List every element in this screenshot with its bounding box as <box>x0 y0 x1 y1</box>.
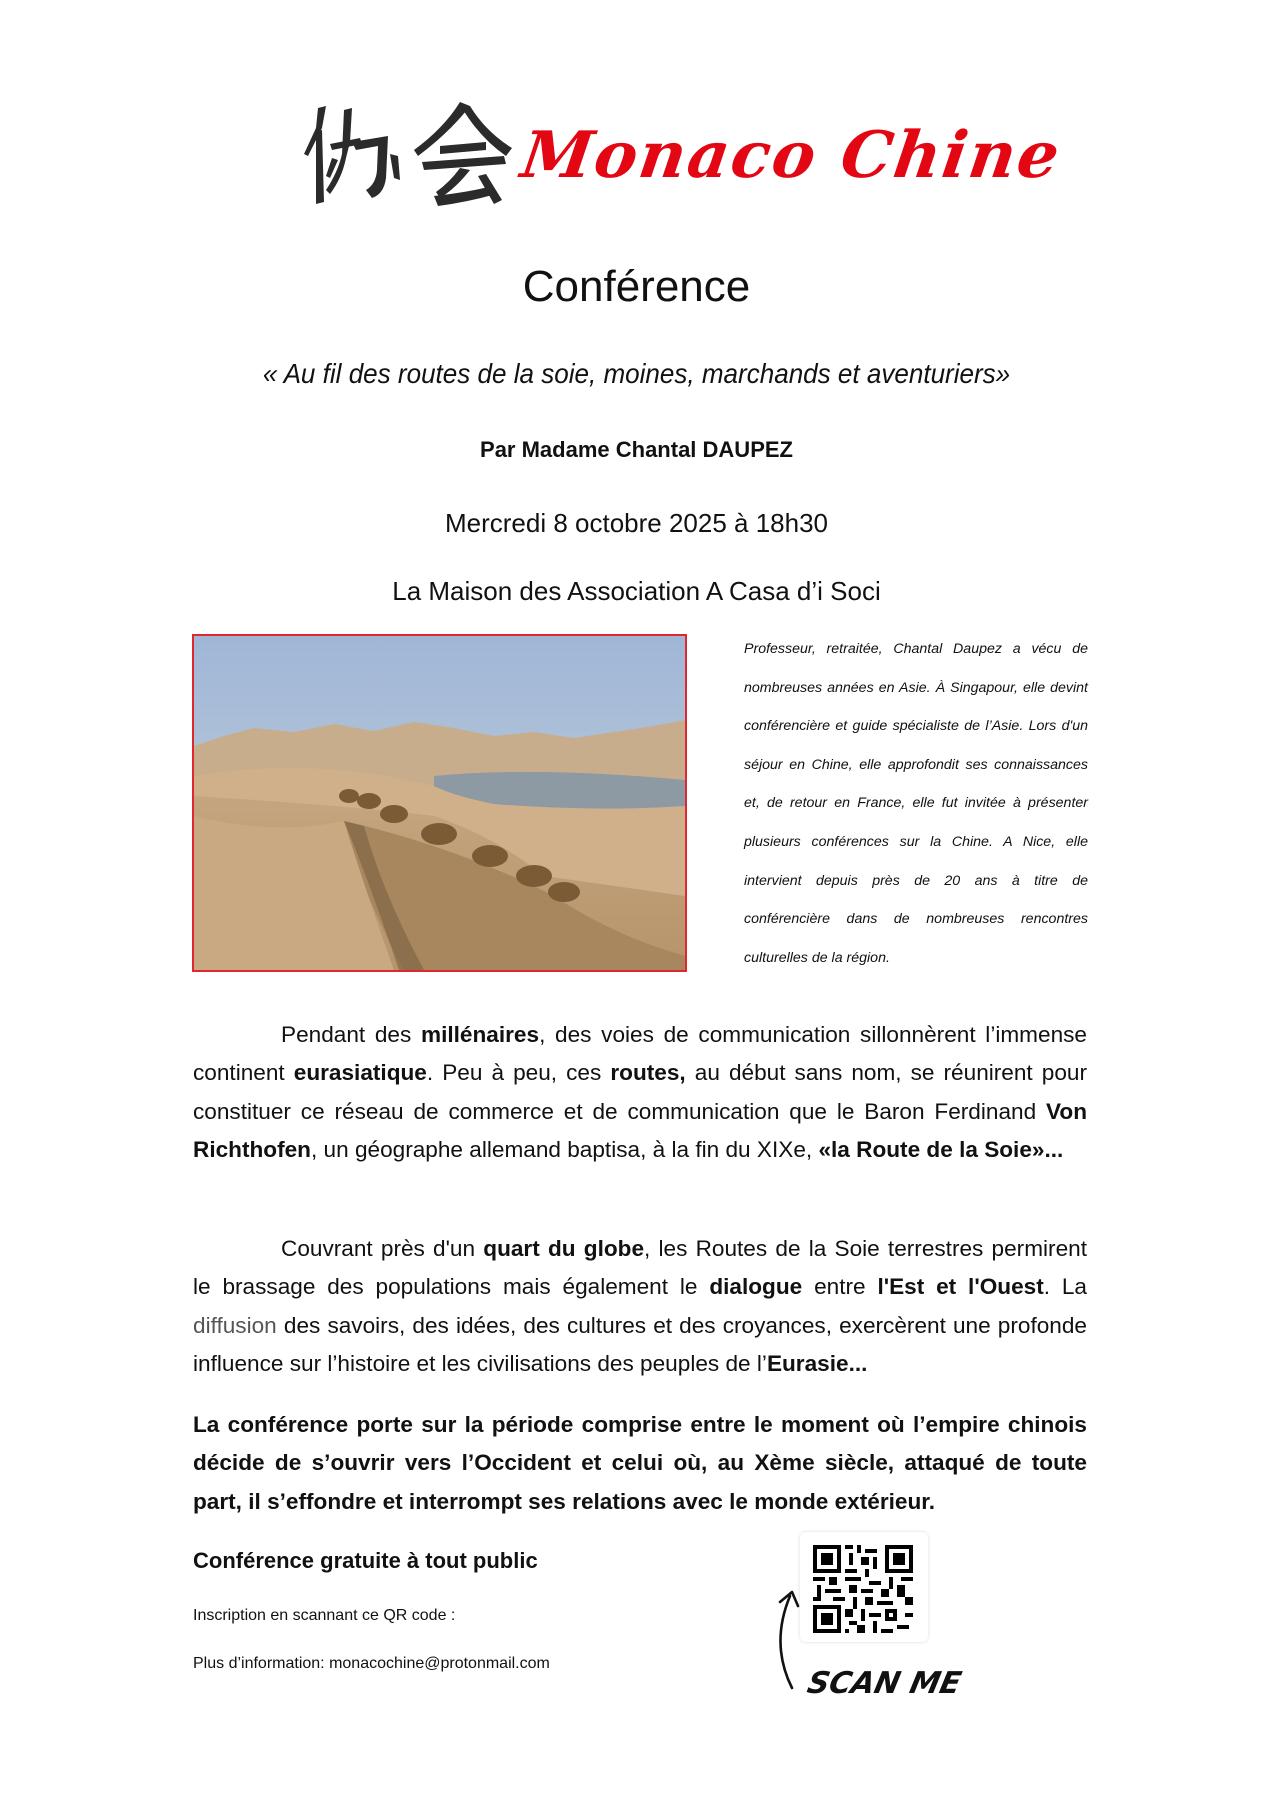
camel-caravan-image-icon <box>194 636 685 970</box>
scan-me-text: SCAN ME <box>804 1666 965 1701</box>
free-admission-note: Conférence gratuite à tout public <box>193 1548 538 1573</box>
logo-chinese-characters <box>300 98 515 210</box>
emphasis-text: eurasiatique <box>293 1060 427 1086</box>
body-text: , un géographe allemand baptisa, à la fin du XIXe, <box>310 1137 819 1163</box>
speaker-name: Par Madame Chantal DAUPEZ <box>480 437 793 462</box>
body-text: entre <box>802 1274 878 1300</box>
curved-arrow-icon <box>768 1584 804 1694</box>
body-paragraph-1 <box>193 1016 1087 1170</box>
qr-code-icon <box>813 1545 913 1633</box>
page-title: Conférence <box>522 262 751 311</box>
event-date: Mercredi 8 octobre 2025 à 18h30 <box>444 508 829 538</box>
body-text: . Peu à peu, ces <box>426 1060 611 1086</box>
registration-note: Inscription en scannant ce QR code : <box>193 1607 456 1624</box>
body-text: Couvrant près d'un <box>281 1236 484 1261</box>
body-text: des savoirs, des idées, des cultures et des croyances, exercèrent une profonde influence sur l’histoire et les civilisations des peuples de l’ <box>193 1312 1087 1377</box>
body-text: , des voies de communication sillonnèrent l’immense continent <box>193 1022 1087 1086</box>
body-text: au début sans nom, se réunirent pour constituer ce réseau de commerce et de communication que le Baron Ferdinand <box>193 1060 1087 1124</box>
speaker-bio: Professeur, retraitée, Chantal Daupez a vécu de nombreuses années en Asie. À Singapour, elle devint conférencière et guide spécialiste de l’Asie. Lors d'un séjour en Chine, elle approfondit ses connaissances et, de retour en France, elle fut invitée à présenter plusieurs conférences sur la Chine. A Nice, elle intervient depuis près de 20 ans à titre de conférencière dans de nombreuses rencontres culturelles de la région. <box>744 641 1088 966</box>
emphasis-text: l'Est et l'Ouest <box>877 1274 1044 1300</box>
logo-calligraphy-icon <box>300 98 515 210</box>
body-text: Pendant des <box>281 1022 421 1047</box>
body-text: . La <box>1043 1274 1087 1300</box>
emphasis-text: dialogue <box>709 1274 803 1300</box>
emphasis-text: «la Route de la Soie»... <box>818 1137 1064 1163</box>
logo-text: Monaco Chine <box>516 118 1066 193</box>
emphasis-text: Von Richthofen <box>193 1098 1087 1163</box>
emphasis-text: millénaires <box>421 1022 540 1047</box>
emphasis-text: quart du globe <box>483 1236 645 1261</box>
emphasis-text: routes, <box>610 1060 686 1086</box>
body-text: , les Routes de la Soie terrestres permirent le brassage des populations mais également le <box>193 1236 1087 1300</box>
desert-caravan-photo <box>192 634 687 972</box>
body-paragraph-2 <box>193 1230 1087 1384</box>
conference-subtitle: « Au fil des routes de la soie, moines, marchands et aventuriers» <box>262 358 1011 389</box>
qr-code[interactable] <box>813 1545 913 1633</box>
contact-info: Plus d’information: monacochine@protonmail.com <box>193 1655 550 1672</box>
emphasis-text: Eurasie... <box>766 1351 868 1377</box>
scan-me-label <box>800 1655 965 1705</box>
body-paragraph-3: La conférence porte sur la période comprise entre le moment où l’empire chinois décide de s’ouvrir vers l’Occident et celui où, au Xème siècle, attaqué de toute part, il s’effondre et interrompt ses relations avec le monde extérieur. <box>193 1412 1087 1514</box>
event-venue: La Maison des Association A Casa d’i Soci <box>392 576 881 606</box>
body-text: diffusion <box>193 1312 277 1338</box>
